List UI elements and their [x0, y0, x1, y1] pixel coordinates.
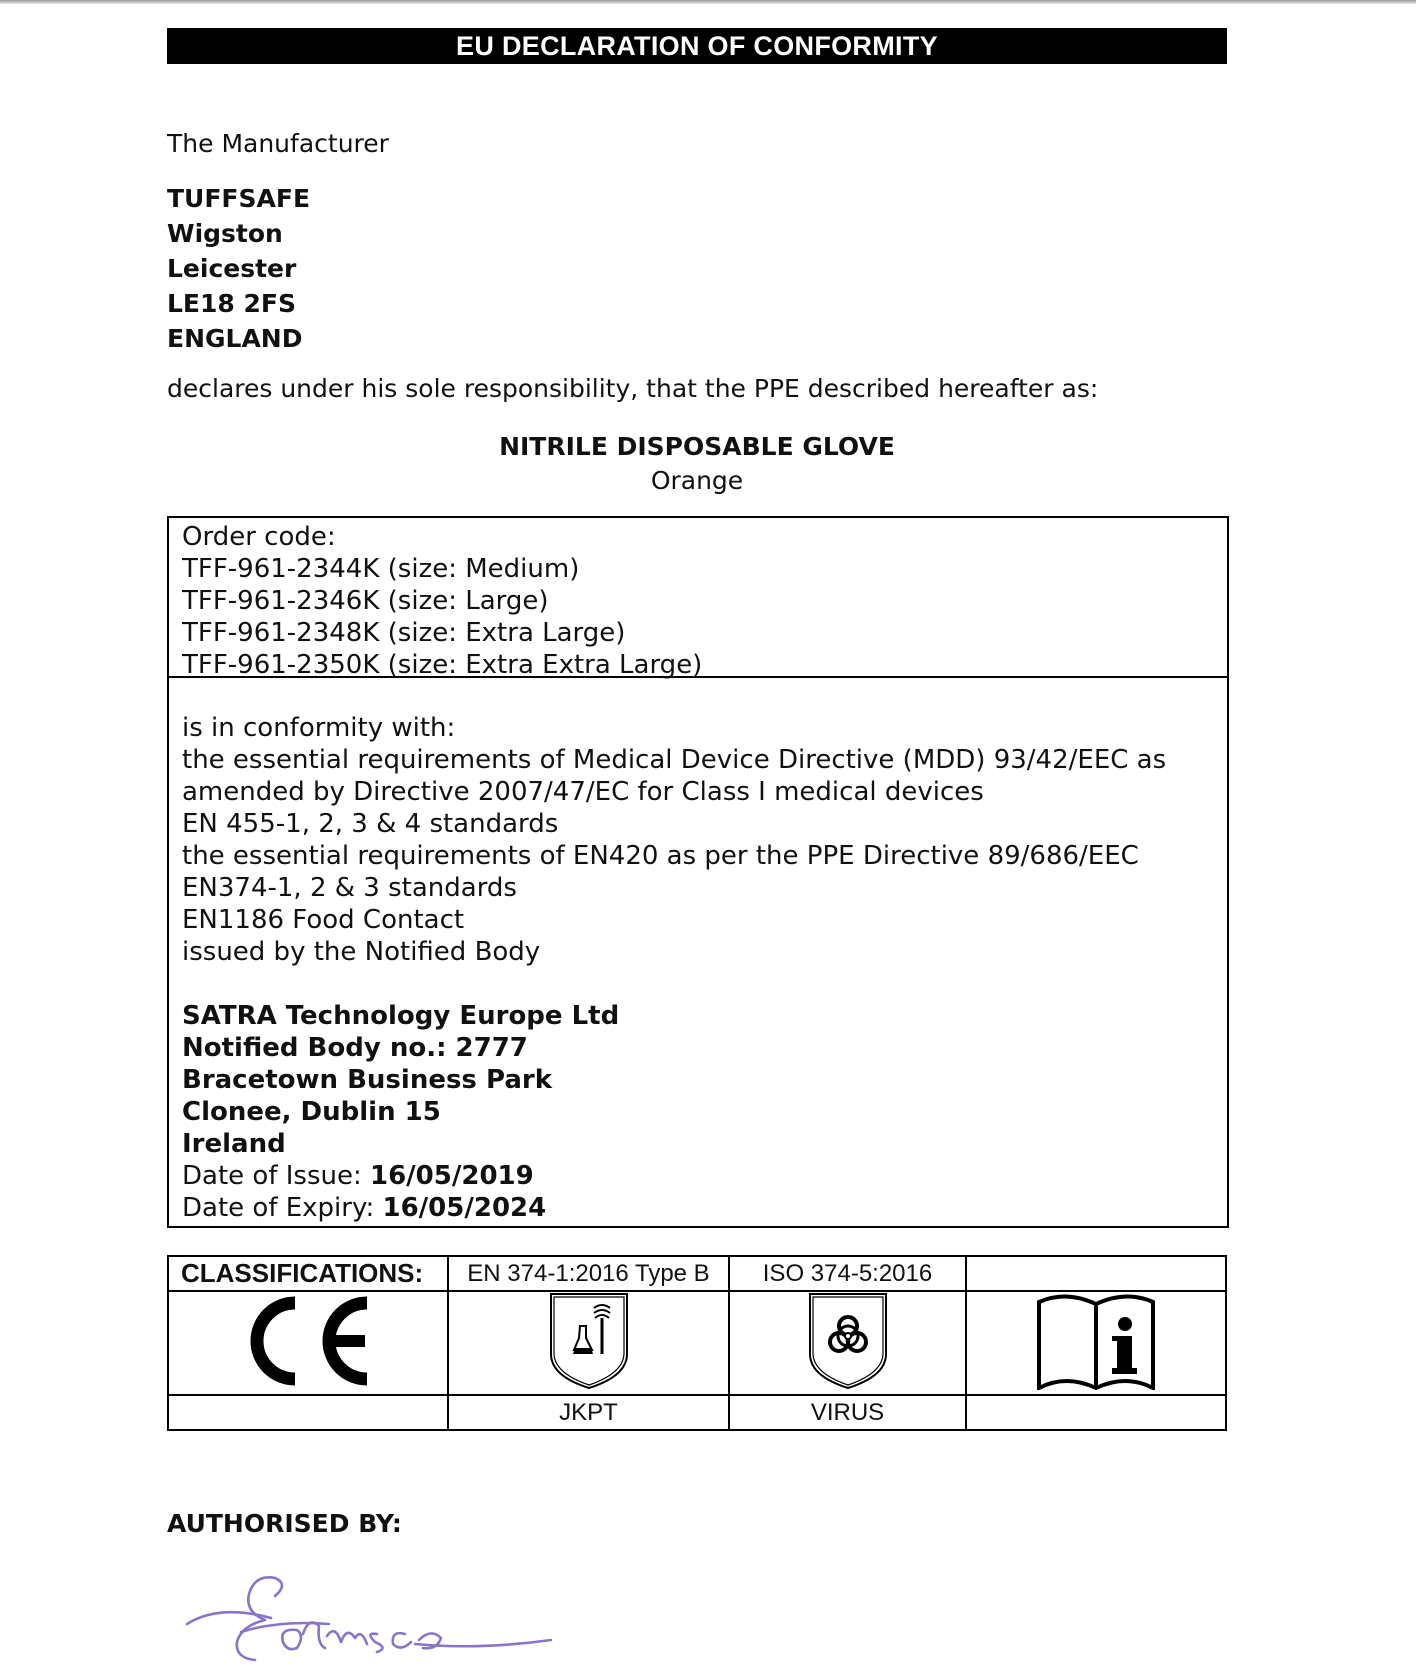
- top-edge-line: [0, 0, 1416, 4]
- chemical-shield-cell: [448, 1291, 729, 1395]
- order-code-item: TFF-961-2350K (size: Extra Extra Large): [182, 650, 703, 680]
- declaration-page: [167, 28, 1227, 1538]
- authorised-by-label: AUTHORISED BY:: [167, 1509, 402, 1538]
- spacer: [182, 968, 1227, 1000]
- order-code-section: [169, 518, 1227, 678]
- order-code-item: TFF-961-2348K (size: Extra Large): [182, 618, 626, 648]
- chemical-protection-shield-icon: [548, 1292, 630, 1390]
- empty-cell: [966, 1395, 1226, 1430]
- ce-mark-icon: [243, 1295, 373, 1387]
- date-of-issue: [182, 1160, 1227, 1192]
- conformity-line: the essential requirements of Medical Device Directive (MDD) 93/42/EEC as: [182, 745, 1167, 775]
- classifications-label: CLASSIFICATIONS:: [168, 1256, 448, 1291]
- conformity-line: the essential requirements of EN420 as per the PPE Directive 89/686/EEC: [182, 841, 1139, 871]
- document-title: EU DECLARATION OF CONFORMITY: [167, 28, 1227, 64]
- conformity-line: EN1186 Food Contact: [182, 905, 465, 935]
- standard-label: ISO 374-5:2016: [729, 1256, 966, 1291]
- address-line: LE18 2FS: [167, 289, 296, 318]
- declaration-text: declares under his sole responsibility, that the PPE described hereafter as:: [167, 374, 1099, 403]
- biohazard-shield-cell: [729, 1291, 966, 1395]
- address-line: ENGLAND: [167, 324, 303, 353]
- classifications-footer-row: [168, 1395, 1226, 1430]
- conformity-line: amended by Directive 2007/47/EC for Class I medical devices: [182, 777, 984, 807]
- order-code-item: TFF-961-2346K (size: Large): [182, 586, 549, 616]
- standard-label: EN 374-1:2016 Type B: [448, 1256, 729, 1291]
- address-line: Wigston: [167, 219, 283, 248]
- conformity-line: EN374-1, 2 & 3 standards: [182, 873, 517, 903]
- manufacturer-label: The Manufacturer: [167, 129, 389, 158]
- standard-code-label: JKPT: [448, 1395, 729, 1430]
- address-line: Leicester: [167, 254, 297, 283]
- product-color: Orange: [650, 466, 744, 495]
- classifications-icon-row: [168, 1291, 1226, 1395]
- date-of-issue-label: Date of Issue:: [182, 1161, 362, 1191]
- notified-body-line: SATRA Technology Europe Ltd: [182, 1001, 620, 1031]
- order-code-item: TFF-961-2344K (size: Medium): [182, 554, 580, 584]
- notified-body-line: Bracetown Business Park: [182, 1065, 552, 1095]
- empty-cell: [168, 1395, 448, 1430]
- information-booklet-icon: [1036, 1292, 1156, 1390]
- notified-body-line: Clonee, Dublin 15: [182, 1097, 441, 1127]
- date-of-expiry-value: 16/05/2024: [382, 1193, 547, 1223]
- product-name: NITRILE DISPOSABLE GLOVE: [499, 432, 895, 461]
- date-of-expiry-label: Date of Expiry:: [182, 1193, 375, 1223]
- standard-code-label: VIRUS: [729, 1395, 966, 1430]
- conformity-box: [167, 516, 1229, 1228]
- biohazard-shield-icon: [807, 1292, 889, 1390]
- signature-image: [179, 1568, 559, 1664]
- conformity-line: EN 455-1, 2, 3 & 4 standards: [182, 809, 559, 839]
- conformity-intro: is in conformity with:: [182, 713, 456, 743]
- conformity-section: [169, 678, 1227, 1224]
- manufacturer-address: [167, 181, 310, 356]
- information-cell: [966, 1291, 1226, 1395]
- product-heading: [167, 430, 1227, 498]
- order-code-label: Order code:: [182, 522, 336, 552]
- date-of-expiry: [182, 1192, 1227, 1224]
- notified-body-line: Ireland: [182, 1129, 286, 1159]
- empty-cell: [966, 1256, 1226, 1291]
- notified-body-line: Notified Body no.: 2777: [182, 1033, 528, 1063]
- classifications-table: [167, 1255, 1227, 1431]
- classifications-header-row: [168, 1256, 1226, 1291]
- conformity-line: issued by the Notified Body: [182, 937, 541, 967]
- address-line: TUFFSAFE: [167, 184, 311, 213]
- date-of-issue-value: 16/05/2019: [370, 1161, 534, 1191]
- ce-mark-cell: [168, 1291, 448, 1395]
